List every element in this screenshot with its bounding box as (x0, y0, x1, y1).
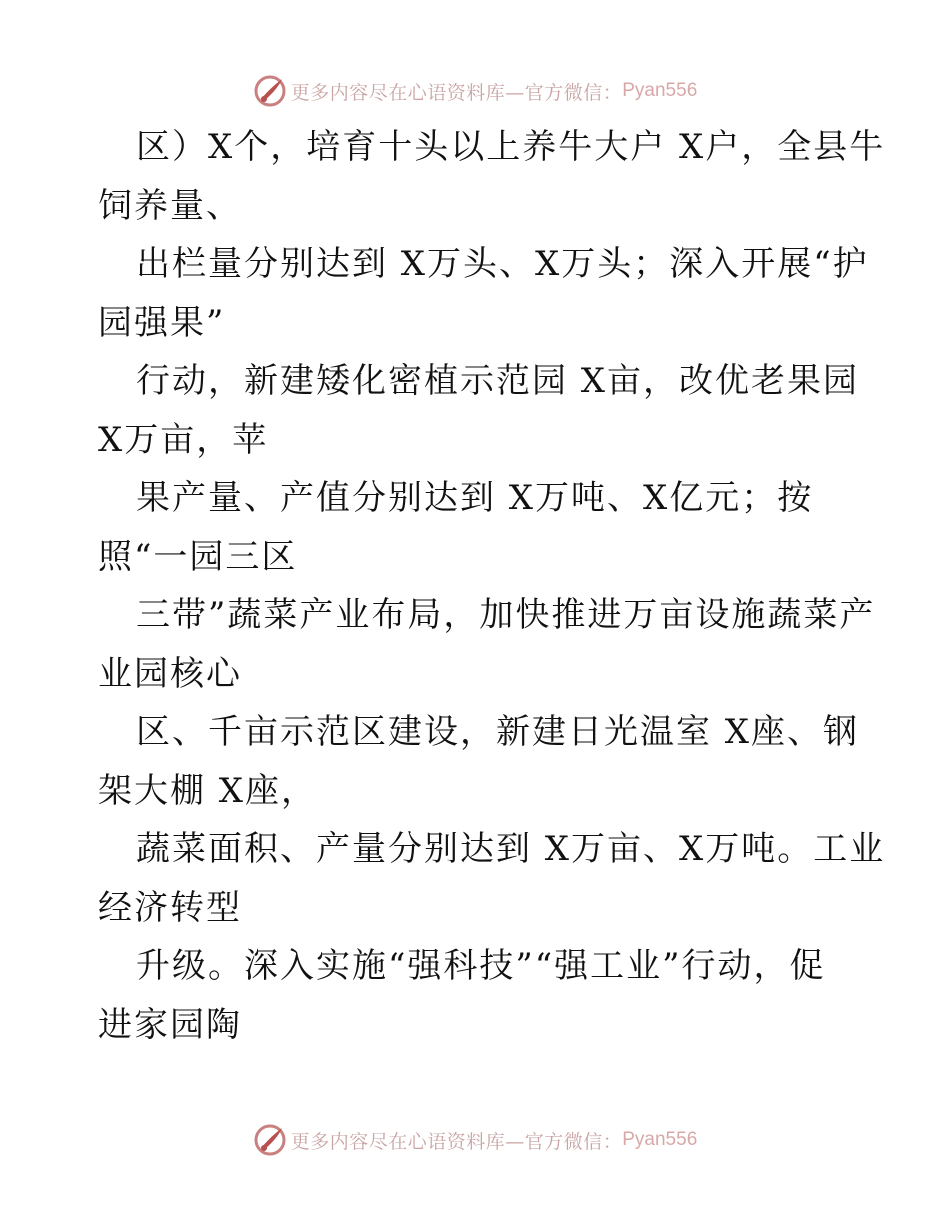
body-line: 三带”蔬菜产业布局，加快推进万亩设施蔬菜产 (136, 595, 876, 635)
watermark-wechat-id: Pyan556 (622, 80, 698, 101)
body-line: 业园核心 (98, 653, 242, 694)
body-line: 区）X个，培育十头以上养牛大户 X户，全县牛 (136, 127, 886, 167)
body-line: 出栏量分别达到 X万头、X万头；深入开展“护 (136, 244, 869, 284)
body-line: 区、千亩示范区建设，新建日光温室 X座、钢 (136, 712, 860, 752)
body-line: X万亩，苹 (98, 419, 269, 460)
quill-ink-logo-icon (253, 1123, 287, 1157)
body-line: 架大棚 X座， (98, 770, 318, 811)
body-line: 饲养量、 (98, 185, 242, 226)
body-line: 行动，新建矮化密植示范园 X亩，改优老果园 (136, 361, 860, 401)
body-line: 照“一园三区 (98, 536, 298, 577)
body-line: 升级。深入实施“强科技”“强工业”行动，促 (136, 946, 826, 986)
body-line: 蔬菜面积、产量分别达到 X万亩、X万吨。工业 (136, 829, 886, 869)
header-watermark (0, 71, 950, 111)
watermark-text: 更多内容尽在心语资料库—官方微信： (290, 81, 623, 104)
body-line: 经济转型 (98, 887, 242, 928)
watermark-text: 更多内容尽在心语资料库—官方微信： (290, 1130, 623, 1153)
document-body (98, 118, 886, 1054)
footer-watermark (0, 1120, 950, 1160)
body-line: 园强果” (98, 302, 226, 343)
quill-ink-logo-icon (253, 74, 287, 108)
body-line: 进家园陶 (98, 1004, 242, 1045)
watermark-wechat-id: Pyan556 (622, 1129, 698, 1150)
body-line: 果产量、产值分别达到 X万吨、X亿元；按 (136, 478, 814, 518)
